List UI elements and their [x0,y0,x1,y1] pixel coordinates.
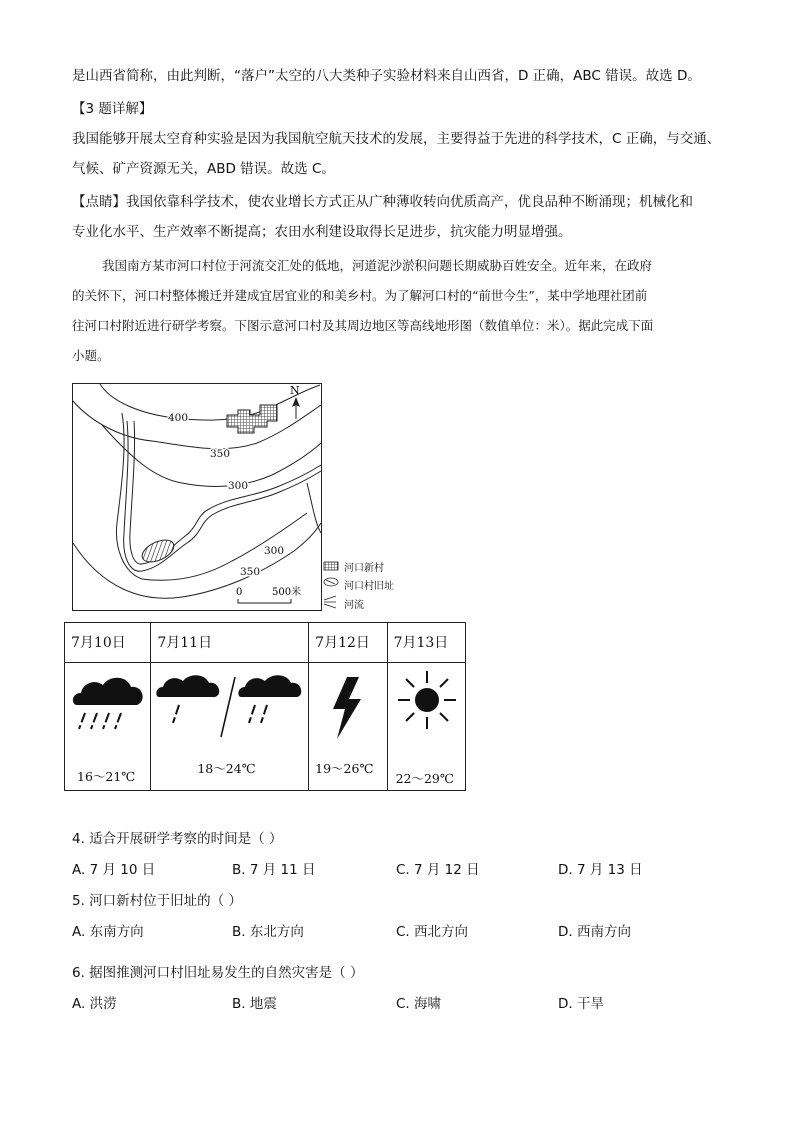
north-label: N [290,384,300,397]
weather-cell-4 [387,663,465,791]
tip-line-1: 【点睛】我国依靠科学技术，使农业增长方式正从广种薄收转向优质高产，优良品种不断涌现；机械化和 [72,194,693,210]
weather-date-cell-3 [309,623,387,663]
passage-line-4: 小题。 [72,348,110,363]
passage-line-2: 的关怀下，河口村整体搬迁并建成宜居宜业的和美乡村。为了解河口村的“前世今生”，某中学地理社团前 [72,288,648,303]
weather-temp: 19～26℃ [315,761,374,776]
contour-label-300-lower: 300 [264,545,285,557]
thunder-icon [327,677,367,741]
question-6-option-d[interactable]: D. 干旱 [558,996,604,1012]
question-5-option-b[interactable]: B. 东北方向 [232,924,304,940]
legend-grid-icon [324,562,338,570]
contour-label-350-lower: 350 [240,566,261,578]
legend-old-site: 河口村旧址 [344,581,394,592]
answer-line-4: 气候、矿产资源无关，ABD 错误。故选 C。 [72,161,335,177]
answer-line-1: 是山西省简称，由此判断，“落户”太空的八大类种子实验材料来自山西省，D 正确，ABC 错误。故选 D。 [72,68,701,84]
question-4-option-b[interactable]: B. 7 月 11 日 [232,862,316,878]
weather-temp: 18～24℃ [197,761,256,776]
legend-river: 河流 [344,600,364,611]
weather-date: 7月13日 [393,635,449,651]
weather-date: 7月10日 [71,635,126,651]
question-4-option-c[interactable]: C. 7 月 12 日 [396,862,480,878]
question-6-stem: 6. 据图推测河口村旧址易发生的自然灾害是（ ） [72,965,364,981]
rain-to-rain-icon [155,671,305,743]
contour-map [72,383,322,611]
question-4-option-a[interactable]: A. 7 月 10 日 [72,862,156,878]
weather-temp: 22～29℃ [395,771,454,786]
scale-zero: 0 [236,587,243,598]
question-6-option-b[interactable]: B. 地震 [232,996,277,1012]
answer-line-3: 我国能够开展太空育种实验是因为我国航空航天技术的发展，主要得益于先进的科学技术，C 正确，与交通、 [72,131,721,147]
weather-date-cell-2 [151,623,309,663]
weather-date: 7月12日 [315,635,370,651]
weather-cell-1 [65,663,151,791]
contour-label-300: 300 [228,480,249,492]
contour-label-350: 350 [210,448,231,460]
weather-table [64,622,466,791]
question-4-option-d[interactable]: D. 7 月 13 日 [558,862,643,878]
answer-heading-3: 【3 题详解】 [72,101,153,117]
question-5-option-c[interactable]: C. 西北方向 [396,924,469,940]
question-5-stem: 5. 河口新村位于旧址的（ ） [72,893,242,909]
passage-line-1: 我国南方某市河口村位于河流交汇处的低地，河道泥沙淤积问题长期威胁百姓安全。近年来，在政府 [102,258,653,273]
weather-cell-3 [309,663,387,791]
legend-new-village: 河口新村 [344,563,384,574]
question-6-option-a[interactable]: A. 洪涝 [72,996,117,1012]
scale-end: 500米 [272,587,302,598]
weather-temp: 16～21℃ [77,769,136,784]
question-5-option-d[interactable]: D. 西南方向 [558,924,631,940]
legend-river-icon [324,596,336,608]
contour-label-400: 400 [168,412,189,424]
weather-cell-2 [151,663,309,791]
question-5-option-a[interactable]: A. 东南方向 [72,924,144,940]
tip-line-2: 专业化水平、生产效率不断提高；农田水利建设取得长足进步，抗灾能力明显增强。 [72,224,572,240]
passage-line-3: 往河口村附近进行研学考察。下图示意河口村及其周边地区等高线地形图（数值单位：米）。据此完成下面 [72,318,654,333]
weather-date-cell-1 [65,623,151,663]
sun-icon [392,665,462,735]
heavy-rain-icon [71,671,147,743]
weather-date-cell-4 [387,623,465,663]
weather-date: 7月11日 [157,635,213,651]
question-4-stem: 4. 适合开展研学考察的时间是（ ） [72,831,283,847]
question-6-option-c[interactable]: C. 海啸 [396,996,442,1012]
